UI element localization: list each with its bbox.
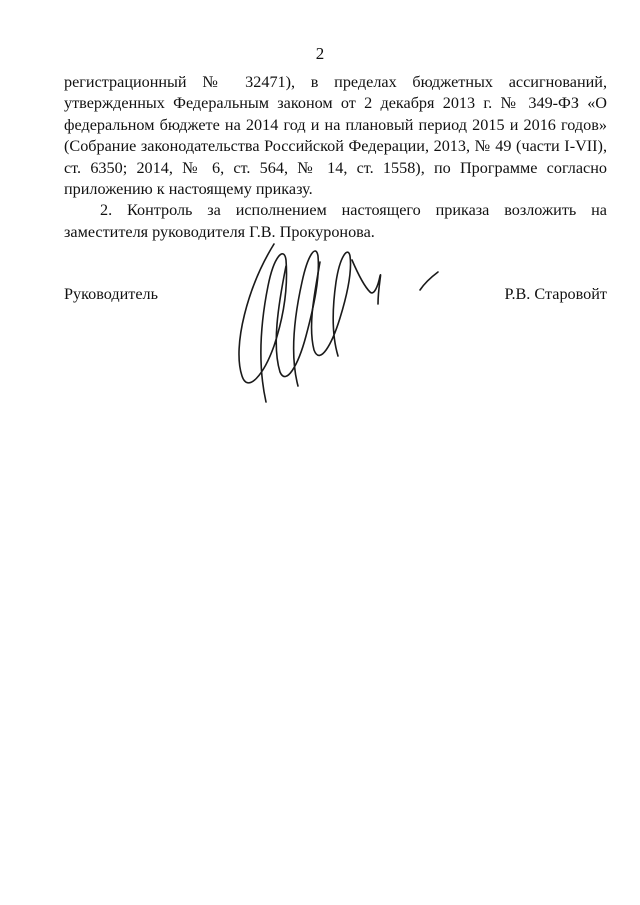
signatory-name: Р.В. Старовойт — [504, 285, 607, 303]
document-body — [64, 72, 607, 243]
paragraph-item-2: 2. Контроль за исполнением настоящего приказа возложить на заместителя руководителя Г.В. Прокуронова. — [64, 201, 607, 241]
handwritten-signature — [228, 226, 458, 411]
page-number: 2 — [315, 44, 325, 63]
position-title: Руководитель — [64, 285, 159, 303]
paragraph-continuation: регистрационный № 32471), в пределах бюджетных ассигнований, утвержденных Федеральным законом от 2 декабря 2013 г. № 349-ФЗ «О федеральном бюджете на 2014 год и на плановый период 2015 и 2016 годов» (Собрание законодательства Российской Федерации, 2013, № 49 (части I-VII), ст. 6350; 2014, № 6, ст. 564, № 14, ст. 1558), по Программе согласно приложению к настоящему приказу. — [64, 73, 607, 199]
